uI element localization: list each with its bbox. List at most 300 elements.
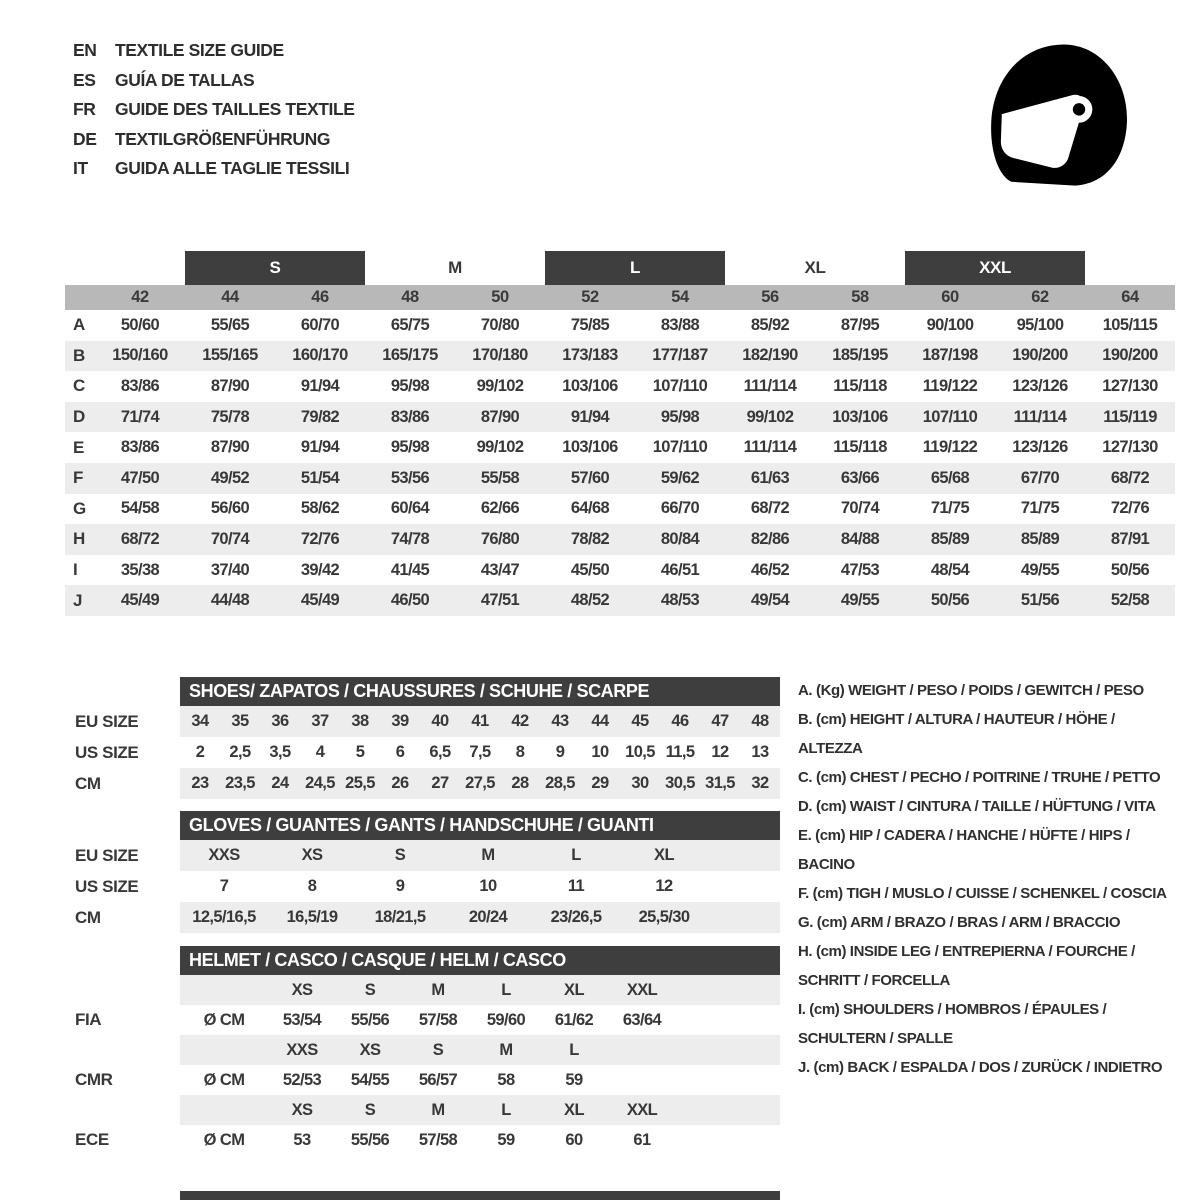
helmet-standard-label: ECE bbox=[75, 1130, 109, 1149]
size-value: 63/66 bbox=[840, 468, 880, 487]
gloves-table-rows bbox=[65, 840, 780, 933]
shoes-value: 29 bbox=[591, 774, 609, 792]
gloves-row-label: CM bbox=[75, 907, 101, 927]
helmet-size-label: XXL bbox=[626, 980, 658, 999]
helmet-row-label-empty bbox=[65, 975, 180, 1005]
size-value: 75/85 bbox=[570, 315, 610, 334]
language-code: IT bbox=[73, 158, 88, 178]
size-value: 105/115 bbox=[1102, 315, 1158, 334]
language-title: TEXTILE SIZE GUIDE bbox=[115, 40, 284, 60]
legend-item: A. (Kg) WEIGHT / PESO / POIDS / GEWITCH / PESO bbox=[798, 682, 1144, 699]
numeric-size: 46 bbox=[311, 288, 329, 306]
helmet-size-label: L bbox=[569, 1040, 579, 1059]
gloves-row-eu-size bbox=[65, 840, 780, 871]
language-code: EN bbox=[73, 40, 97, 60]
size-value: 51/54 bbox=[300, 468, 340, 487]
numeric-size: 60 bbox=[941, 288, 959, 306]
helmet-size-label: XS bbox=[359, 1040, 381, 1059]
size-value: 47/51 bbox=[480, 591, 520, 610]
helmet-standard-values bbox=[180, 1005, 780, 1035]
size-value: 85/89 bbox=[930, 529, 970, 548]
size-value: 177/187 bbox=[652, 346, 708, 365]
size-value: 46/51 bbox=[660, 560, 700, 579]
size-value: 71/75 bbox=[1020, 499, 1060, 518]
size-value: 50/60 bbox=[120, 315, 160, 334]
shoes-value: 34 bbox=[191, 712, 209, 730]
size-band-m: M bbox=[448, 258, 462, 277]
size-value: 44/48 bbox=[210, 591, 250, 610]
gloves-value: 7 bbox=[219, 877, 229, 895]
size-value: 75/78 bbox=[210, 407, 250, 426]
size-value: 170/180 bbox=[472, 346, 528, 365]
shoes-value: 9 bbox=[555, 743, 565, 761]
shoes-row-label: CM bbox=[75, 773, 101, 793]
helmet-size-label: XL bbox=[564, 1100, 584, 1119]
shoes-value: 42 bbox=[511, 712, 529, 730]
shoes-value: 7,5 bbox=[469, 743, 491, 761]
size-value: 123/126 bbox=[1012, 376, 1068, 395]
helmet-size-value: 59/60 bbox=[486, 1010, 526, 1029]
numeric-size: 42 bbox=[131, 288, 149, 306]
shoes-value: 44 bbox=[591, 712, 609, 730]
size-value: 48/53 bbox=[660, 591, 700, 610]
shoes-size-table bbox=[65, 677, 780, 799]
gloves-value: 20/24 bbox=[468, 908, 508, 926]
numeric-size: 52 bbox=[581, 288, 599, 306]
shoes-value: 6,5 bbox=[429, 743, 451, 761]
helmet-size-value: 60 bbox=[565, 1130, 583, 1149]
numeric-size: 64 bbox=[1121, 288, 1139, 306]
gloves-row-label: US SIZE bbox=[75, 876, 139, 896]
size-value: 87/95 bbox=[840, 315, 880, 334]
shoes-value: 31,5 bbox=[705, 774, 735, 792]
language-code: ES bbox=[73, 69, 96, 90]
helmet-standard-row-ece bbox=[65, 1125, 780, 1155]
helmet-unit-label: Ø CM bbox=[203, 1130, 245, 1149]
shoes-value: 28 bbox=[511, 774, 529, 792]
helmet-table-title: HELMET / CASCO / CASQUE / HELM / CASCO bbox=[189, 950, 566, 970]
size-value: 56/60 bbox=[210, 499, 250, 518]
legend-item: I. (cm) SHOULDERS / HOMBROS / ÉPAULES / SCHULTERN / SPALLE bbox=[798, 1001, 1107, 1047]
helmet-size-table bbox=[65, 946, 780, 1155]
size-value: 91/94 bbox=[300, 438, 340, 457]
size-value: 72/76 bbox=[1110, 499, 1150, 518]
size-value: 50/56 bbox=[1110, 560, 1150, 579]
size-band-l: L bbox=[545, 251, 725, 285]
size-value: 87/90 bbox=[480, 407, 520, 426]
size-value: 111/114 bbox=[743, 438, 797, 457]
language-title: GUIDA ALLE TAGLIE TESSILI bbox=[115, 158, 350, 178]
legend-item: D. (cm) WAIST / CINTURA / TAILLE / HÜFTUNG / VITA bbox=[798, 798, 1156, 815]
size-value: 68/72 bbox=[750, 499, 790, 518]
size-value: 111/114 bbox=[1013, 407, 1067, 426]
row-letter: E bbox=[73, 437, 84, 457]
size-value: 173/183 bbox=[562, 346, 618, 365]
helmet-size-label: M bbox=[431, 980, 445, 999]
size-value: 62/66 bbox=[480, 499, 520, 518]
helmet-size-label: XXS bbox=[286, 1040, 318, 1059]
shoes-row-values bbox=[180, 737, 780, 768]
size-value: 87/90 bbox=[210, 438, 250, 457]
size-value: 95/98 bbox=[390, 376, 430, 395]
measurement-legend bbox=[798, 676, 1178, 1082]
helmet-size-label: L bbox=[501, 1100, 511, 1119]
language-title: TEXTILGRÖßENFÜHRUNG bbox=[115, 128, 331, 149]
size-value: 66/70 bbox=[660, 499, 700, 518]
helmet-size-label: XXL bbox=[626, 1100, 658, 1119]
helmet-size-label: XS bbox=[291, 1100, 313, 1119]
gloves-value: 9 bbox=[395, 877, 405, 895]
size-row-d bbox=[65, 402, 1175, 433]
size-value: 80/84 bbox=[660, 529, 700, 548]
size-value: 55/65 bbox=[210, 315, 250, 334]
size-band-s: S bbox=[185, 251, 365, 285]
shoes-row-us-size bbox=[65, 737, 780, 768]
helmet-unit-spacer bbox=[180, 1035, 268, 1065]
helmet-standard-row-fia bbox=[65, 1005, 780, 1035]
size-band-xl: XL bbox=[804, 258, 826, 277]
language-row bbox=[73, 95, 355, 125]
size-value: 64/68 bbox=[570, 499, 610, 518]
size-value: 45/49 bbox=[300, 591, 340, 610]
helmet-unit-spacer bbox=[180, 975, 268, 1005]
size-row-f bbox=[65, 463, 1175, 494]
helmet-sizes-values bbox=[180, 975, 780, 1005]
size-value: 115/118 bbox=[833, 438, 887, 457]
row-letter: B bbox=[73, 345, 85, 365]
helmet-sizes-row-fia bbox=[65, 975, 780, 1005]
shoes-row-eu-size bbox=[65, 706, 780, 737]
shoes-row-label: US SIZE bbox=[75, 742, 139, 762]
size-value: 70/74 bbox=[840, 499, 880, 518]
helmet-size-label: L bbox=[501, 980, 511, 999]
row-letter: F bbox=[73, 468, 83, 488]
numeric-size: 62 bbox=[1031, 288, 1049, 306]
gloves-value: S bbox=[394, 846, 406, 864]
size-value: 61/63 bbox=[750, 468, 790, 487]
size-value: 99/102 bbox=[746, 407, 794, 426]
helmet-unit-label: Ø CM bbox=[203, 1010, 245, 1029]
size-value: 76/80 bbox=[480, 529, 520, 548]
gloves-value: 10 bbox=[479, 877, 497, 895]
row-letter: I bbox=[73, 560, 78, 580]
letter-column-spacer bbox=[65, 285, 95, 310]
size-value: 127/130 bbox=[1102, 438, 1158, 457]
shoes-value: 47 bbox=[711, 712, 729, 730]
row-letter: C bbox=[73, 376, 85, 396]
helmet-size-label: S bbox=[432, 1040, 444, 1059]
size-value: 37/40 bbox=[210, 560, 250, 579]
size-row-g bbox=[65, 494, 1175, 525]
legend-item: C. (cm) CHEST / PECHO / POITRINE / TRUHE / PETTO bbox=[798, 769, 1161, 786]
gloves-row-cm bbox=[65, 902, 780, 933]
shoes-value: 28,5 bbox=[545, 774, 575, 792]
size-value: 90/100 bbox=[926, 315, 974, 334]
shoes-value: 32 bbox=[751, 774, 769, 792]
size-value: 95/98 bbox=[660, 407, 700, 426]
size-value: 57/60 bbox=[570, 468, 610, 487]
size-value: 83/86 bbox=[120, 438, 160, 457]
shoes-value: 6 bbox=[395, 743, 405, 761]
size-value: 99/102 bbox=[476, 438, 524, 457]
shoes-value: 8 bbox=[515, 743, 525, 761]
size-value: 123/126 bbox=[1012, 438, 1068, 457]
size-value: 85/92 bbox=[750, 315, 790, 334]
gloves-value: 23/26,5 bbox=[550, 908, 602, 926]
size-value: 87/90 bbox=[210, 376, 250, 395]
language-title: GUÍA DE TALLAS bbox=[115, 69, 255, 90]
size-value: 55/58 bbox=[480, 468, 520, 487]
shoes-value: 40 bbox=[431, 712, 449, 730]
gloves-size-table bbox=[65, 811, 780, 933]
gloves-value: 12,5/16,5 bbox=[192, 908, 256, 926]
size-row-i bbox=[65, 555, 1175, 586]
helmet-size-value: 58 bbox=[497, 1070, 515, 1089]
size-band-header-row bbox=[65, 251, 1175, 285]
size-value: 187/198 bbox=[922, 346, 978, 365]
shoes-value: 2,5 bbox=[229, 743, 251, 761]
size-value: 190/200 bbox=[1102, 346, 1158, 365]
size-value: 49/55 bbox=[1020, 560, 1060, 579]
size-value: 103/106 bbox=[562, 438, 618, 457]
size-value: 107/110 bbox=[652, 376, 708, 395]
gloves-value: M bbox=[481, 846, 495, 864]
shoes-value: 46 bbox=[671, 712, 689, 730]
shoes-value: 4 bbox=[315, 743, 325, 761]
shoes-value: 48 bbox=[751, 712, 769, 730]
helmet-size-value: 55/56 bbox=[350, 1130, 390, 1149]
size-value: 150/160 bbox=[112, 346, 168, 365]
size-value: 91/94 bbox=[300, 376, 340, 395]
shoes-value: 25,5 bbox=[345, 774, 375, 792]
shoes-row-cm bbox=[65, 768, 780, 799]
size-value: 115/119 bbox=[1103, 407, 1157, 426]
size-row-h bbox=[65, 524, 1175, 555]
size-value: 190/200 bbox=[1012, 346, 1068, 365]
shoes-value: 36 bbox=[271, 712, 289, 730]
helmet-size-label: M bbox=[431, 1100, 445, 1119]
numeric-size: 50 bbox=[491, 288, 509, 306]
numeric-size-header-row bbox=[65, 285, 1175, 310]
size-value: 54/58 bbox=[120, 499, 160, 518]
helmet-size-value: 54/55 bbox=[350, 1070, 390, 1089]
language-title: GUIDE DES TAILLES TEXTILE bbox=[115, 99, 355, 119]
shoes-value: 23,5 bbox=[225, 774, 255, 792]
size-value: 70/80 bbox=[480, 315, 520, 334]
helmet-row-label-empty bbox=[65, 1095, 180, 1125]
shoes-value: 30,5 bbox=[665, 774, 695, 792]
shoes-value: 43 bbox=[551, 712, 569, 730]
size-value: 83/86 bbox=[120, 376, 160, 395]
size-value: 47/50 bbox=[120, 468, 160, 487]
size-value: 68/72 bbox=[1110, 468, 1150, 487]
language-row bbox=[73, 66, 355, 96]
shoes-value: 24,5 bbox=[305, 774, 335, 792]
helmet-size-value: 56/57 bbox=[418, 1070, 458, 1089]
size-value: 165/175 bbox=[382, 346, 438, 365]
size-value: 46/52 bbox=[750, 560, 790, 579]
helmet-size-value: 57/58 bbox=[418, 1130, 458, 1149]
size-value: 103/106 bbox=[562, 376, 618, 395]
shoes-value: 38 bbox=[351, 712, 369, 730]
helmet-table-rows bbox=[65, 975, 780, 1155]
size-value: 115/118 bbox=[833, 376, 887, 395]
size-value: 83/88 bbox=[660, 315, 700, 334]
helmet-unit-spacer bbox=[180, 1095, 268, 1125]
gloves-value: 25,5/30 bbox=[638, 908, 690, 926]
gloves-value: 18/21,5 bbox=[374, 908, 426, 926]
helmet-standard-label: FIA bbox=[75, 1010, 102, 1029]
helmet-standard-values bbox=[180, 1065, 780, 1095]
size-value: 65/75 bbox=[390, 315, 430, 334]
gloves-value: 12 bbox=[655, 877, 673, 895]
shoes-value: 45 bbox=[631, 712, 649, 730]
helmet-size-value: 53 bbox=[293, 1130, 311, 1149]
size-row-a bbox=[65, 310, 1175, 341]
size-value: 91/94 bbox=[570, 407, 610, 426]
size-value: 51/56 bbox=[1020, 591, 1060, 610]
size-value: 48/54 bbox=[930, 560, 970, 579]
language-title-list bbox=[73, 36, 355, 184]
size-value: 53/56 bbox=[390, 468, 430, 487]
size-value: 84/88 bbox=[840, 529, 880, 548]
helmet-size-value: 61/62 bbox=[554, 1010, 594, 1029]
size-value: 60/70 bbox=[300, 315, 340, 334]
size-value: 107/110 bbox=[652, 438, 708, 457]
size-row-c bbox=[65, 371, 1175, 402]
gloves-value: XXS bbox=[208, 846, 240, 864]
shoes-value: 41 bbox=[471, 712, 489, 730]
helmet-size-value: 59 bbox=[565, 1070, 583, 1089]
size-value: 85/89 bbox=[1020, 529, 1060, 548]
legend-item: H. (cm) INSIDE LEG / ENTREPIERNA / FOURCHE / SCHRITT / FORCELLA bbox=[798, 943, 1135, 989]
gloves-value: XL bbox=[654, 846, 674, 864]
size-row-e bbox=[65, 432, 1175, 463]
measurement-rows bbox=[65, 310, 1175, 616]
size-value: 45/49 bbox=[120, 591, 160, 610]
shoes-value: 2 bbox=[195, 743, 205, 761]
row-letter: A bbox=[73, 315, 85, 335]
size-value: 58/62 bbox=[300, 499, 340, 518]
size-value: 68/72 bbox=[120, 529, 160, 548]
gloves-row-values bbox=[180, 902, 780, 933]
gloves-table-title: GLOVES / GUANTES / GANTS / HANDSCHUHE / GUANTI bbox=[189, 815, 654, 835]
gloves-value: 16,5/19 bbox=[286, 908, 338, 926]
shoes-value: 23 bbox=[191, 774, 209, 792]
size-value: 65/68 bbox=[930, 468, 970, 487]
size-value: 127/130 bbox=[1102, 376, 1158, 395]
numeric-size: 56 bbox=[761, 288, 779, 306]
helmet-size-value: 61 bbox=[633, 1130, 651, 1149]
numeric-size: 44 bbox=[221, 288, 239, 306]
size-value: 119/122 bbox=[922, 376, 978, 395]
helmet-icon bbox=[978, 36, 1140, 198]
size-value: 87/91 bbox=[1110, 529, 1150, 548]
shoes-row-label: EU SIZE bbox=[75, 711, 139, 731]
helmet-standard-values bbox=[180, 1125, 780, 1155]
helmet-size-label: M bbox=[499, 1040, 513, 1059]
shoes-value: 10 bbox=[591, 743, 609, 761]
helmet-standard-row-cmr bbox=[65, 1065, 780, 1095]
row-letter: D bbox=[73, 407, 85, 427]
helmet-size-value: 57/58 bbox=[418, 1010, 458, 1029]
gloves-value: 11 bbox=[567, 877, 585, 895]
size-value: 60/64 bbox=[390, 499, 430, 518]
size-value: 41/45 bbox=[390, 560, 430, 579]
size-value: 67/70 bbox=[1020, 468, 1060, 487]
size-value: 46/50 bbox=[390, 591, 430, 610]
size-value: 72/76 bbox=[300, 529, 340, 548]
size-value: 59/62 bbox=[660, 468, 700, 487]
shoes-row-values bbox=[180, 768, 780, 799]
helmet-size-label: S bbox=[364, 980, 376, 999]
language-code: FR bbox=[73, 99, 96, 119]
shoes-value: 11,5 bbox=[665, 743, 695, 761]
shoes-value: 5 bbox=[355, 743, 365, 761]
size-value: 74/78 bbox=[390, 529, 430, 548]
numeric-size: 54 bbox=[671, 288, 689, 306]
helmet-row-label-empty bbox=[65, 1035, 180, 1065]
helmet-size-value: 53/54 bbox=[282, 1010, 322, 1029]
legend-item: E. (cm) HIP / CADERA / HANCHE / HÜFTE / HIPS / BACINO bbox=[798, 827, 1130, 873]
gloves-table-header bbox=[180, 811, 780, 840]
size-value: 95/100 bbox=[1016, 315, 1064, 334]
size-value: 49/52 bbox=[210, 468, 250, 487]
legend-item: B. (cm) HEIGHT / ALTURA / HAUTEUR / HÖHE / ALTEZZA bbox=[798, 711, 1115, 757]
size-value: 52/58 bbox=[1110, 591, 1150, 610]
shoes-row-values bbox=[180, 706, 780, 737]
shoes-value: 35 bbox=[231, 712, 249, 730]
helmet-size-value: 59 bbox=[497, 1130, 515, 1149]
size-value: 160/170 bbox=[292, 346, 348, 365]
helmet-size-value: 55/56 bbox=[350, 1010, 390, 1029]
size-value: 71/74 bbox=[120, 407, 160, 426]
size-value: 155/165 bbox=[202, 346, 258, 365]
size-value: 70/74 bbox=[210, 529, 250, 548]
row-letter: H bbox=[73, 529, 85, 549]
helmet-unit-label: Ø CM bbox=[203, 1070, 245, 1089]
row-letter: G bbox=[73, 498, 86, 518]
shoes-value: 3,5 bbox=[269, 743, 291, 761]
size-value: 79/82 bbox=[300, 407, 340, 426]
helmet-standard-label: CMR bbox=[75, 1070, 113, 1089]
helmet-sizes-values bbox=[180, 1035, 780, 1065]
size-value: 99/102 bbox=[476, 376, 524, 395]
size-value: 49/54 bbox=[750, 591, 790, 610]
language-row bbox=[73, 154, 355, 184]
numeric-size: 48 bbox=[401, 288, 419, 306]
shoes-value: 10,5 bbox=[625, 743, 655, 761]
gloves-value: L bbox=[571, 846, 581, 864]
gloves-row-us-size bbox=[65, 871, 780, 902]
shoes-value: 26 bbox=[391, 774, 409, 792]
helmet-size-label: XL bbox=[564, 980, 584, 999]
helmet-size-label: XS bbox=[291, 980, 313, 999]
shoes-value: 13 bbox=[751, 743, 769, 761]
gloves-value: XS bbox=[301, 846, 323, 864]
shoes-value: 27,5 bbox=[465, 774, 495, 792]
shoes-table-header bbox=[180, 677, 780, 706]
shoes-value: 30 bbox=[631, 774, 649, 792]
next-section-band-partial bbox=[180, 1191, 780, 1200]
language-code: DE bbox=[73, 128, 97, 149]
size-value: 71/75 bbox=[930, 499, 970, 518]
size-value: 103/106 bbox=[832, 407, 888, 426]
shoes-value: 37 bbox=[311, 712, 329, 730]
helmet-size-value: 63/64 bbox=[622, 1010, 662, 1029]
language-row bbox=[73, 125, 355, 155]
size-row-j bbox=[65, 585, 1175, 616]
